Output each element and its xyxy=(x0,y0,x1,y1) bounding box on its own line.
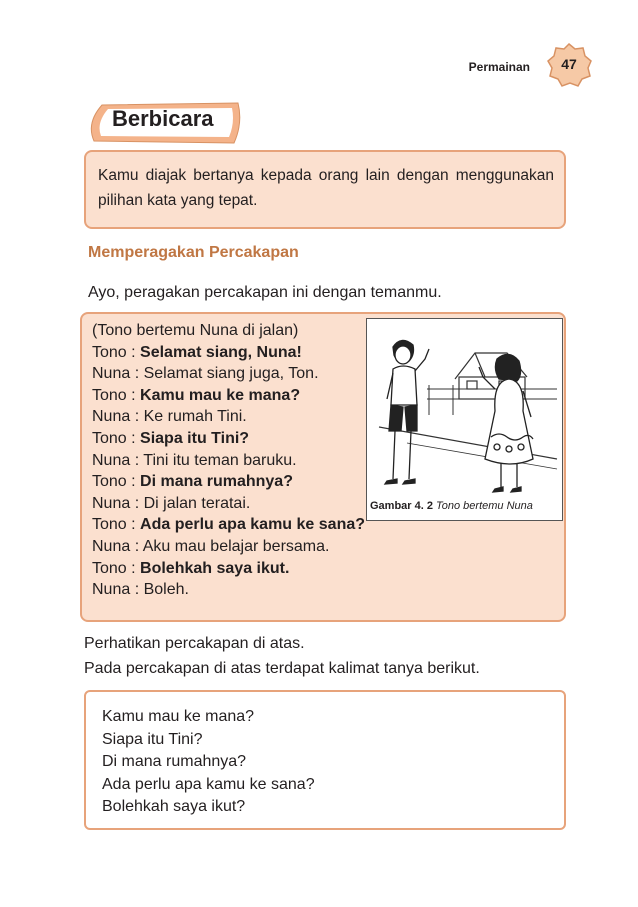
dialog-line: Tono : Ada perlu apa kamu ke sana? xyxy=(92,516,366,534)
question-item: Bolehkah saya ikut? xyxy=(102,798,246,815)
question-item: Siapa itu Tini? xyxy=(102,730,203,748)
dialog-line: Nuna : Aku mau belajar bersama. xyxy=(92,537,330,555)
dialog-line: Tono : Bolehkah saya ikut. xyxy=(92,559,290,577)
illustration-frame xyxy=(366,318,563,521)
dialog-line: Tono : Selamat siang, Nuna! xyxy=(92,343,302,361)
dialog-line: Tono : Di mana rumahnya? xyxy=(92,473,293,491)
question-item: Di mana rumahnya? xyxy=(102,753,247,770)
dialog-line: Tono : Siapa itu Tini? xyxy=(92,429,250,447)
figure-label: Gambar 4. 2 xyxy=(370,500,433,512)
page-number: 47 xyxy=(561,56,577,72)
question-list xyxy=(102,706,315,819)
dialog-line: Nuna : Ke rumah Tini. xyxy=(92,408,247,426)
section-title: Berbicara xyxy=(112,106,214,131)
boy-figure xyxy=(385,340,429,484)
instruction-text: Ayo, peragakan percakapan ini dengan temanmu. xyxy=(88,284,442,301)
dialog-line: Nuna : Di jalan teratai. xyxy=(92,494,251,512)
body-text-1: Perhatikan percakapan di atas. xyxy=(84,635,305,652)
figure-caption xyxy=(370,500,533,512)
dialog-line: Nuna : Selamat siang juga, Ton. xyxy=(92,365,319,383)
body-text-2: Pada percakapan di atas terdapat kalimat tanya berikut. xyxy=(84,660,480,677)
subheading: Memperagakan Percakapan xyxy=(88,244,299,261)
question-item: Ada perlu apa kamu ke sana? xyxy=(102,775,315,793)
dialog-line: Nuna : Tini itu teman baruku. xyxy=(92,451,297,469)
dialog-line: Nuna : Boleh. xyxy=(92,581,189,599)
figure-caption-text: Tono bertemu Nuna xyxy=(436,500,533,512)
learning-goal-text: Kamu diajak bertanya kepada orang lain dengan menggunakan pilihan kata yang tepat. xyxy=(98,167,554,209)
chapter-label: Permainan xyxy=(468,60,530,74)
conversation-illustration xyxy=(367,319,562,520)
question-item: Kamu mau ke mana? xyxy=(102,708,255,725)
dialog-scene: (Tono bertemu Nuna di jalan) xyxy=(92,322,299,339)
dialog-line: Tono : Kamu mau ke mana? xyxy=(92,386,301,404)
